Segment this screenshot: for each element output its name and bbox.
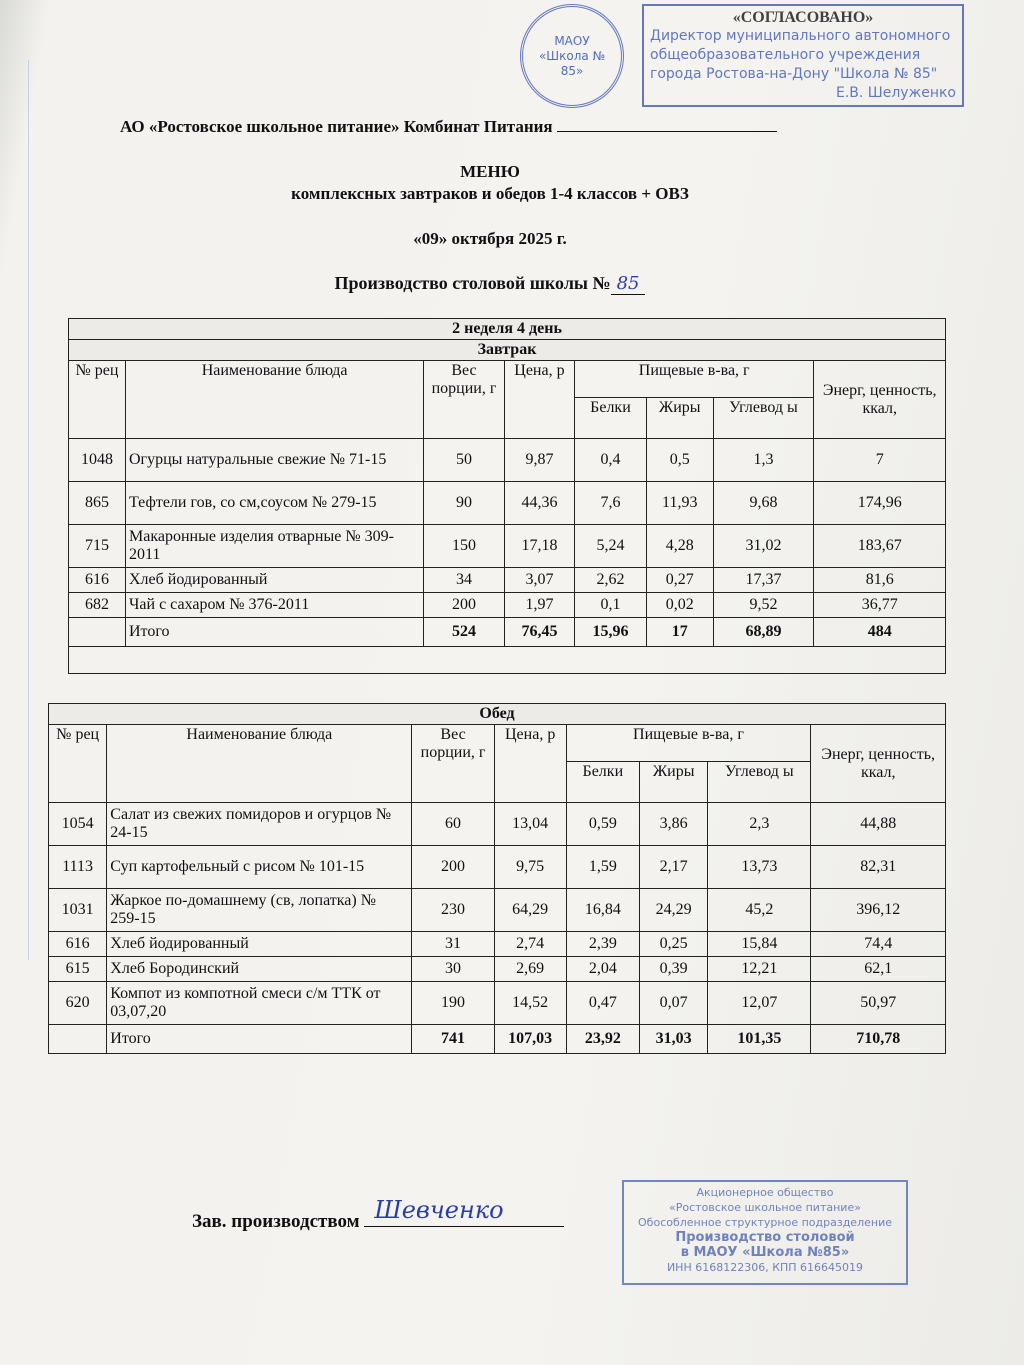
table-cell: 9,68: [713, 482, 814, 525]
table-cell: 24,29: [640, 889, 708, 932]
col-header-nutrients: Пищевые в-ва, г: [566, 725, 811, 762]
table-cell: 200: [412, 846, 495, 889]
signature: Шевченко: [374, 1196, 504, 1224]
round-seal: [520, 4, 624, 108]
table-cell: 174,96: [814, 482, 946, 525]
stamp-line: общеобразовательного учреждения: [650, 47, 921, 63]
total-cell: 23,92: [566, 1025, 640, 1054]
table-cell: 2,74: [494, 932, 566, 957]
col-header-name: Наименование блюда: [107, 725, 412, 803]
table-cell: Хлеб йодированный: [107, 932, 412, 957]
section-title-row: [49, 704, 946, 725]
org-header: [120, 117, 777, 137]
round-seal-text: МАОУ «Школа № 85»: [538, 33, 606, 78]
col-header-price: Цена, р: [504, 361, 574, 439]
table-cell: 62,1: [811, 957, 946, 982]
stamp-line: Производство столовой: [675, 1230, 855, 1245]
table-cell: 2,17: [640, 846, 708, 889]
section-title-row: [69, 340, 946, 361]
total-cell: [69, 618, 126, 647]
table-row: [69, 482, 946, 525]
menu-date: «09» октября 2025 г.: [413, 229, 567, 248]
table-cell: 9,52: [713, 593, 814, 618]
table-cell: 2,39: [566, 932, 640, 957]
header-row: [69, 361, 946, 398]
table-cell: 0,59: [566, 803, 640, 846]
breakfast-table: [68, 318, 946, 674]
table-cell: 60: [412, 803, 495, 846]
stamp-line: в МАОУ «Школа №85»: [680, 1245, 850, 1260]
total-label: Итого: [107, 1025, 412, 1054]
table-cell: 1031: [49, 889, 107, 932]
signature-line: [364, 1196, 564, 1227]
table-cell: 0,27: [646, 568, 713, 593]
table-cell: 5,24: [575, 525, 647, 568]
menu-subtitle: комплексных завтраков и обедов 1-4 классов + ОВЗ: [291, 184, 689, 203]
stamp-inn: ИНН 6168122306, КПП 616645019: [666, 1261, 864, 1274]
table-cell: Огурцы натуральные свежие № 71-15: [126, 439, 424, 482]
table-cell: 200: [424, 593, 505, 618]
stamp-line: Директор муниципального автономного: [650, 28, 951, 44]
table-cell: 396,12: [811, 889, 946, 932]
table-row: [49, 982, 946, 1025]
table-cell: 0,1: [575, 593, 647, 618]
col-header-fat: Жиры: [640, 762, 708, 803]
total-cell: 107,03: [494, 1025, 566, 1054]
table-cell: Чай с сахаром № 376-2011: [126, 593, 424, 618]
table-row: [69, 593, 946, 618]
col-header-num: № рец: [49, 725, 107, 803]
table-cell: 0,39: [640, 957, 708, 982]
table-cell: 82,31: [811, 846, 946, 889]
stamp-line: города Ростова-на-Дону "Школа № 85": [650, 66, 938, 82]
col-header-name: Наименование блюда: [126, 361, 424, 439]
signature-block: [192, 1196, 564, 1233]
table-cell: 9,87: [504, 439, 574, 482]
table-cell: 616: [49, 932, 107, 957]
col-header-carbs: Углевод ы: [708, 762, 811, 803]
table-row: [49, 932, 946, 957]
week-day-row: [69, 319, 946, 340]
table-cell: 0,25: [640, 932, 708, 957]
table-row: [49, 803, 946, 846]
table-cell: Салат из свежих помидоров и огурцов № 24-15: [107, 803, 412, 846]
table-cell: 1054: [49, 803, 107, 846]
table-cell: 30: [412, 957, 495, 982]
table-cell: 2,69: [494, 957, 566, 982]
total-cell: 710,78: [811, 1025, 946, 1054]
table-cell: 15,84: [708, 932, 811, 957]
table-cell: 50,97: [811, 982, 946, 1025]
section-title: Завтрак: [69, 340, 946, 361]
underline: [557, 117, 777, 132]
table-cell: 7: [814, 439, 946, 482]
header-row: [49, 725, 946, 762]
table-cell: Хлеб йодированный: [126, 568, 424, 593]
table-cell: 31,02: [713, 525, 814, 568]
table-cell: Компот из компотной смеси с/м ТТК от 03,07,20: [107, 982, 412, 1025]
spacer-row: [69, 647, 946, 674]
table-cell: 0,02: [646, 593, 713, 618]
table-cell: Хлеб Бородинский: [107, 957, 412, 982]
table-cell: 12,21: [708, 957, 811, 982]
table-cell: Жаркое по-домашнему (св, лопатка) № 259-15: [107, 889, 412, 932]
table-cell: 183,67: [814, 525, 946, 568]
total-cell: 17: [646, 618, 713, 647]
table-cell: 616: [69, 568, 126, 593]
production-stamp: [622, 1180, 908, 1285]
table-cell: 682: [69, 593, 126, 618]
table-cell: 50: [424, 439, 505, 482]
table-row: [69, 439, 946, 482]
org-name: АО «Ростовское школьное питание» Комбинат Питания: [120, 117, 553, 136]
production-line: [0, 273, 980, 294]
table-cell: 1048: [69, 439, 126, 482]
table-cell: 36,77: [814, 593, 946, 618]
spacer-cell: [69, 647, 946, 674]
total-row: [49, 1025, 946, 1054]
table-cell: 620: [49, 982, 107, 1025]
table-row: [69, 568, 946, 593]
col-header-nutrients: Пищевые в-ва, г: [575, 361, 814, 398]
table-cell: 1,97: [504, 593, 574, 618]
total-cell: 68,89: [713, 618, 814, 647]
table-cell: 14,52: [494, 982, 566, 1025]
section-title: Обед: [49, 704, 946, 725]
table-cell: 1,3: [713, 439, 814, 482]
table-cell: Макаронные изделия отварные № 309-2011: [126, 525, 424, 568]
stamp-line: Обособленное структурное подразделение: [638, 1216, 892, 1229]
week-day-title: 2 неделя 4 день: [69, 319, 946, 340]
table-cell: Суп картофельный с рисом № 101-15: [107, 846, 412, 889]
table-cell: 34: [424, 568, 505, 593]
table-cell: 0,5: [646, 439, 713, 482]
col-header-protein: Белки: [566, 762, 640, 803]
table-cell: 2,04: [566, 957, 640, 982]
lunch-table: [48, 703, 946, 1054]
table-cell: 190: [412, 982, 495, 1025]
total-cell: 15,96: [575, 618, 647, 647]
approval-heading: «СОГЛАСОВАНО»: [732, 9, 874, 26]
total-cell: 101,35: [708, 1025, 811, 1054]
table-cell: 44,88: [811, 803, 946, 846]
stamp-line: Акционерное общество: [696, 1186, 834, 1199]
col-header-protein: Белки: [575, 398, 647, 439]
table-cell: 0,07: [640, 982, 708, 1025]
stamp-line: «Ростовское школьное питание»: [669, 1201, 861, 1214]
table-cell: 2,3: [708, 803, 811, 846]
total-cell: 76,45: [504, 618, 574, 647]
col-header-num: № рец: [69, 361, 126, 439]
col-header-weight: Вес порции, г: [424, 361, 505, 439]
menu-title: МЕНЮ: [460, 162, 520, 181]
total-cell: 484: [814, 618, 946, 647]
table-cell: 17,18: [504, 525, 574, 568]
table-cell: 615: [49, 957, 107, 982]
table-row: [49, 846, 946, 889]
table-cell: 9,75: [494, 846, 566, 889]
col-header-carbs: Углевод ы: [713, 398, 814, 439]
table-row: [49, 889, 946, 932]
table-row: [69, 525, 946, 568]
total-row: [69, 618, 946, 647]
col-header-energy: Энерг, ценность, ккал,: [811, 725, 946, 803]
table-cell: 7,6: [575, 482, 647, 525]
table-cell: 74,4: [811, 932, 946, 957]
table-cell: 17,37: [713, 568, 814, 593]
table-cell: 11,93: [646, 482, 713, 525]
table-cell: 31: [412, 932, 495, 957]
table-cell: Тефтели гов, со см,соусом № 279-15: [126, 482, 424, 525]
table-cell: 150: [424, 525, 505, 568]
table-cell: 3,86: [640, 803, 708, 846]
table-cell: 81,6: [814, 568, 946, 593]
school-number: 85: [611, 273, 646, 295]
table-cell: 230: [412, 889, 495, 932]
table-cell: 1113: [49, 846, 107, 889]
table-cell: 90: [424, 482, 505, 525]
table-cell: 3,07: [504, 568, 574, 593]
stamp-line: Е.В. Шелуженко: [835, 85, 956, 101]
table-row: [49, 957, 946, 982]
col-header-energy: Энерг, ценность, ккал,: [814, 361, 946, 439]
table-cell: 0,4: [575, 439, 647, 482]
table-cell: 44,36: [504, 482, 574, 525]
signature-label: Зав. производством: [192, 1211, 360, 1232]
table-cell: 865: [69, 482, 126, 525]
production-label: Производство столовой школы №: [334, 273, 611, 293]
table-cell: 13,04: [494, 803, 566, 846]
approval-stamp: [642, 4, 964, 107]
table-cell: 4,28: [646, 525, 713, 568]
table-cell: 45,2: [708, 889, 811, 932]
table-cell: 715: [69, 525, 126, 568]
col-header-fat: Жиры: [646, 398, 713, 439]
table-cell: 64,29: [494, 889, 566, 932]
total-cell: 524: [424, 618, 505, 647]
col-header-price: Цена, р: [494, 725, 566, 803]
table-cell: 16,84: [566, 889, 640, 932]
col-header-weight: Вес порции, г: [412, 725, 495, 803]
total-cell: 31,03: [640, 1025, 708, 1054]
total-cell: [49, 1025, 107, 1054]
table-cell: 0,47: [566, 982, 640, 1025]
table-cell: 1,59: [566, 846, 640, 889]
table-cell: 12,07: [708, 982, 811, 1025]
table-cell: 13,73: [708, 846, 811, 889]
total-cell: 741: [412, 1025, 495, 1054]
total-label: Итого: [126, 618, 424, 647]
table-cell: 2,62: [575, 568, 647, 593]
